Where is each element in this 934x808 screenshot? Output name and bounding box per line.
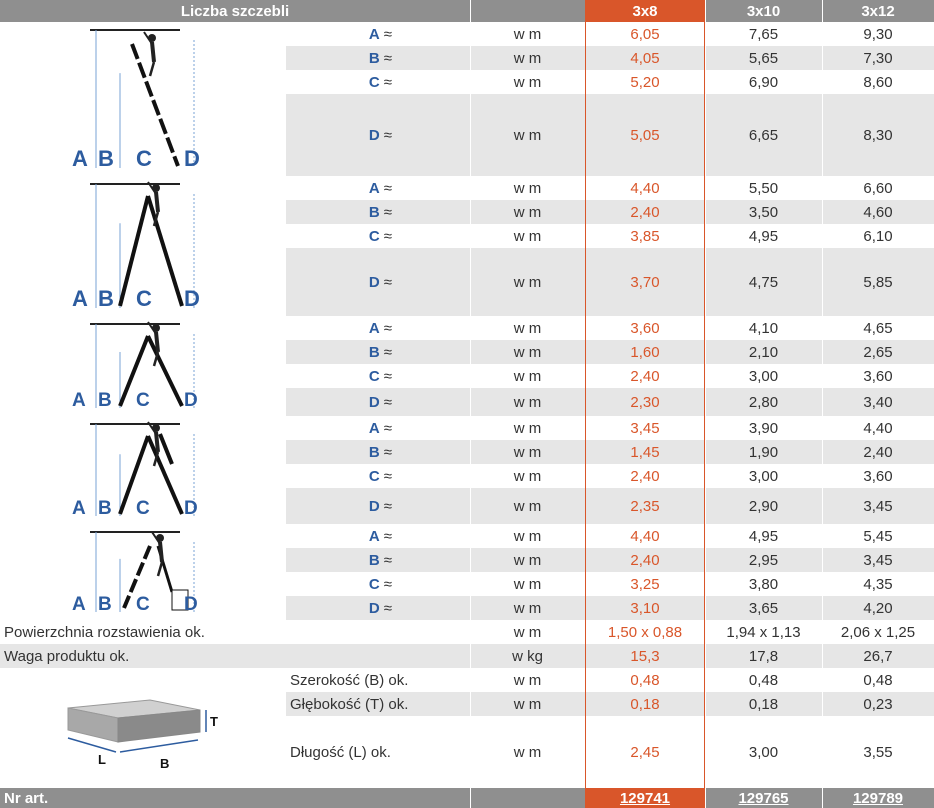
ladder-position-3-illustration — [60, 316, 230, 416]
dimension-label-c — [286, 364, 470, 388]
unit-cell: w m — [513, 467, 542, 485]
value-cell: 2,40 — [630, 367, 660, 385]
value-cell: 2,35 — [585, 488, 705, 524]
dimension-label-c — [286, 70, 470, 94]
figure-label-d: D — [184, 286, 200, 311]
unit-cell: w m — [470, 388, 585, 416]
figure-label-a: A — [72, 594, 86, 615]
dimension-label-b — [286, 340, 470, 364]
value-cell: 5,45 — [863, 527, 893, 545]
unit-cell: w m — [513, 419, 542, 437]
value-cell: 9,30 — [863, 25, 893, 43]
weight-unit: w kg — [470, 644, 585, 668]
value-cell: 2,40 — [630, 467, 660, 485]
highlight-column-border — [585, 22, 586, 788]
value-cell: 5,65 — [705, 46, 822, 70]
approx-sign: ≈ — [383, 319, 392, 337]
value-cell: 3,65 — [705, 596, 822, 620]
value-cell: 4,10 — [748, 319, 779, 337]
unit-cell: w m — [470, 692, 585, 716]
figure-label-a: A — [72, 286, 88, 311]
package-label-l: L — [98, 752, 106, 767]
value-cell: 4,65 — [863, 319, 893, 337]
dimension-letter: C — [368, 575, 380, 593]
value-cell: 3,40 — [822, 388, 934, 416]
ladder-position-5-illustration — [60, 524, 230, 620]
column-header-3x12: 3x12 — [822, 0, 934, 22]
dimension-label-d — [286, 248, 470, 316]
approx-sign: ≈ — [383, 126, 392, 144]
dimension-label-a — [286, 176, 470, 200]
dimension-letter: B — [368, 343, 380, 361]
value-cell: 2,30 — [585, 388, 705, 416]
dimension-letter: D — [368, 599, 380, 617]
approx-sign: ≈ — [383, 273, 392, 291]
dimension-letter: A — [368, 319, 380, 337]
value-cell: 3,45 — [630, 419, 660, 437]
approx-sign: ≈ — [383, 49, 392, 67]
dimension-label-d — [286, 94, 470, 176]
article-number-cell — [705, 788, 822, 808]
figure-label-b: B — [98, 390, 112, 411]
value-cell: 2,40 — [585, 548, 705, 572]
value-cell: 2,80 — [705, 388, 822, 416]
dimension-letter: B — [368, 203, 380, 221]
approx-sign: ≈ — [383, 25, 392, 43]
value-cell: 3,00 — [748, 467, 779, 485]
value-cell: 2,10 — [705, 340, 822, 364]
value-cell: 4,20 — [822, 596, 934, 620]
figure-label-c: C — [136, 498, 150, 519]
weight-value: 15,3 — [585, 644, 705, 668]
dimension-letter: B — [368, 551, 380, 569]
unit-cell: w m — [513, 25, 542, 43]
figure-label-c: C — [136, 390, 150, 411]
value-cell: 8,30 — [822, 94, 934, 176]
value-cell: 3,60 — [863, 367, 893, 385]
value-cell: 5,85 — [822, 248, 934, 316]
dimension-label-c — [286, 572, 470, 596]
article-number-link[interactable]: 129789 — [852, 789, 904, 807]
figure-label-d: D — [184, 146, 200, 171]
package-value: 0,23 — [822, 692, 934, 716]
value-cell: 3,60 — [630, 319, 660, 337]
figure-label-a: A — [72, 498, 86, 519]
value-cell: 1,60 — [585, 340, 705, 364]
value-cell: 4,40 — [630, 179, 660, 197]
figure-label-d: D — [184, 498, 198, 519]
ladder-figure-svg — [60, 22, 230, 176]
value-cell: 4,95 — [748, 227, 779, 245]
dimension-label-a — [286, 22, 470, 46]
package-label-t: T — [210, 714, 218, 729]
package-value: 3,00 — [748, 743, 779, 761]
value-cell: 4,75 — [705, 248, 822, 316]
dimension-label-a — [286, 316, 470, 340]
dimension-label-d — [286, 596, 470, 620]
value-cell: 1,45 — [585, 440, 705, 464]
package-value: 0,48 — [863, 671, 893, 689]
unit-cell: w m — [513, 179, 542, 197]
value-cell: 4,40 — [863, 419, 893, 437]
highlight-column-border — [704, 22, 705, 788]
table-title: Liczba szczebli — [0, 0, 470, 22]
value-cell: 6,10 — [863, 227, 893, 245]
value-cell: 6,65 — [705, 94, 822, 176]
approx-sign: ≈ — [383, 599, 392, 617]
unit-cell: w m — [513, 227, 542, 245]
unit-cell: w m — [470, 94, 585, 176]
package-dimension-label: Głębokość (T) ok. — [286, 692, 470, 716]
dimension-label-b — [286, 200, 470, 224]
approx-sign: ≈ — [383, 575, 392, 593]
figure-label-b: B — [98, 286, 114, 311]
article-number-cell — [585, 788, 705, 808]
surface-value: 1,94 x 1,13 — [726, 623, 801, 641]
article-number-label: Nr art. — [0, 788, 585, 808]
dimension-letter: C — [368, 73, 380, 91]
article-number-cell — [822, 788, 934, 808]
approx-sign: ≈ — [383, 419, 392, 437]
unit-cell: w m — [513, 743, 542, 761]
ladder-figure-svg — [60, 316, 230, 416]
dimension-label-d — [286, 388, 470, 416]
unit-cell: w m — [513, 527, 542, 545]
ladder-figure-svg — [60, 524, 230, 620]
value-cell: 7,30 — [822, 46, 934, 70]
figure-label-c: C — [136, 286, 152, 311]
weight-label: Waga produktu ok. — [0, 644, 470, 668]
approx-sign: ≈ — [383, 393, 392, 411]
value-cell: 4,35 — [863, 575, 893, 593]
value-cell: 2,40 — [822, 440, 934, 464]
approx-sign: ≈ — [383, 227, 392, 245]
dimension-label-b — [286, 46, 470, 70]
figure-label-b: B — [98, 498, 112, 519]
unit-cell: w m — [513, 73, 542, 91]
package-value: 0,18 — [705, 692, 822, 716]
value-cell: 2,40 — [585, 200, 705, 224]
package-label-b: B — [160, 756, 170, 771]
value-cell: 4,40 — [630, 527, 660, 545]
unit-cell: w m — [470, 46, 585, 70]
package-value: 2,45 — [630, 743, 660, 761]
value-cell: 5,05 — [585, 94, 705, 176]
dimension-letter: A — [368, 179, 380, 197]
value-cell: 6,05 — [630, 25, 660, 43]
value-cell: 3,80 — [748, 575, 779, 593]
value-cell: 5,20 — [630, 73, 660, 91]
value-cell: 2,90 — [705, 488, 822, 524]
value-cell: 3,90 — [748, 419, 779, 437]
figure-label-c: C — [136, 594, 150, 615]
value-cell: 1,90 — [705, 440, 822, 464]
dimension-letter: D — [368, 497, 380, 515]
unit-cell: w m — [470, 548, 585, 572]
dimension-label-a — [286, 524, 470, 548]
value-cell: 3,10 — [585, 596, 705, 620]
approx-sign: ≈ — [383, 527, 392, 545]
figure-label-b: B — [98, 146, 114, 171]
article-number-link[interactable]: 129765 — [738, 789, 789, 807]
approx-sign: ≈ — [383, 443, 392, 461]
ladder-figure-svg — [60, 176, 230, 316]
dimension-label-c — [286, 464, 470, 488]
value-cell: 3,50 — [705, 200, 822, 224]
unit-cell: w m — [513, 319, 542, 337]
column-divider — [470, 0, 471, 808]
value-cell: 3,00 — [748, 367, 779, 385]
unit-cell: w m — [513, 575, 542, 593]
figure-label-a: A — [72, 146, 88, 171]
dimension-letter: A — [368, 419, 380, 437]
approx-sign: ≈ — [383, 551, 392, 569]
figure-label-d: D — [184, 390, 198, 411]
column-divider — [822, 0, 823, 808]
dimension-letter: A — [368, 25, 380, 43]
package-value: 0,18 — [585, 692, 705, 716]
weight-value: 26,7 — [822, 644, 934, 668]
dimension-label-a — [286, 416, 470, 440]
value-cell: 4,05 — [585, 46, 705, 70]
value-cell: 3,60 — [863, 467, 893, 485]
value-cell: 3,25 — [630, 575, 660, 593]
ladder-position-1-illustration — [60, 22, 230, 176]
dimension-letter: D — [368, 126, 380, 144]
dimension-letter: C — [368, 367, 380, 385]
unit-cell: w m — [470, 248, 585, 316]
package-value: 0,48 — [748, 671, 779, 689]
package-value: 3,55 — [863, 743, 893, 761]
value-cell: 3,45 — [822, 548, 934, 572]
approx-sign: ≈ — [383, 203, 392, 221]
dimension-letter: C — [368, 467, 380, 485]
package-box-illustration — [60, 690, 230, 774]
value-cell: 6,90 — [748, 73, 779, 91]
package-value: 0,48 — [630, 671, 660, 689]
unit-cell: w m — [470, 488, 585, 524]
ladder-position-2-illustration — [60, 176, 230, 316]
dimension-label-b — [286, 548, 470, 572]
approx-sign: ≈ — [383, 467, 392, 485]
figure-label-b: B — [98, 594, 112, 615]
value-cell: 3,85 — [630, 227, 660, 245]
surface-label: Powierzchnia rozstawienia ok. — [4, 623, 205, 641]
dimension-letter: C — [368, 227, 380, 245]
unit-cell: w m — [470, 200, 585, 224]
value-cell: 3,70 — [585, 248, 705, 316]
surface-unit: w m — [513, 623, 542, 641]
package-dimension-label: Szerokość (B) ok. — [290, 671, 409, 689]
unit-cell: w m — [513, 671, 542, 689]
value-cell: 2,95 — [705, 548, 822, 572]
ladder-figure-svg — [60, 416, 230, 524]
approx-sign: ≈ — [383, 497, 392, 515]
value-cell: 5,50 — [748, 179, 779, 197]
dimension-letter: A — [368, 527, 380, 545]
approx-sign: ≈ — [383, 73, 392, 91]
weight-value: 17,8 — [705, 644, 822, 668]
value-cell: 4,95 — [748, 527, 779, 545]
dimension-label-b — [286, 440, 470, 464]
dimension-letter: B — [368, 443, 380, 461]
dimension-label-d — [286, 488, 470, 524]
value-cell: 8,60 — [863, 73, 893, 91]
value-cell: 6,60 — [863, 179, 893, 197]
unit-cell: w m — [470, 340, 585, 364]
dimension-letter: B — [368, 49, 380, 67]
surface-value: 1,50 x 0,88 — [607, 623, 683, 641]
value-cell: 2,65 — [822, 340, 934, 364]
approx-sign: ≈ — [383, 179, 392, 197]
figure-label-a: A — [72, 390, 86, 411]
approx-sign: ≈ — [383, 367, 392, 385]
dimension-label-c — [286, 224, 470, 248]
surface-value: 2,06 x 1,25 — [840, 623, 916, 641]
value-cell: 3,45 — [822, 488, 934, 524]
column-header-3x10: 3x10 — [705, 0, 822, 22]
ladder-position-4-illustration — [60, 416, 230, 524]
package-dimension-label: Długość (L) ok. — [290, 743, 391, 761]
approx-sign: ≈ — [383, 343, 392, 361]
dimension-letter: D — [368, 393, 380, 411]
figure-label-c: C — [136, 146, 152, 171]
dimension-letter: D — [368, 273, 380, 291]
value-cell: 4,60 — [822, 200, 934, 224]
column-header-3x8: 3x8 — [585, 0, 705, 22]
unit-cell: w m — [513, 367, 542, 385]
header-unit-cell — [470, 0, 585, 22]
column-divider — [705, 0, 706, 808]
unit-cell: w m — [470, 440, 585, 464]
figure-label-d: D — [184, 594, 198, 615]
article-number-link[interactable]: 129741 — [619, 789, 671, 807]
unit-cell: w m — [470, 596, 585, 620]
value-cell: 7,65 — [748, 25, 779, 43]
